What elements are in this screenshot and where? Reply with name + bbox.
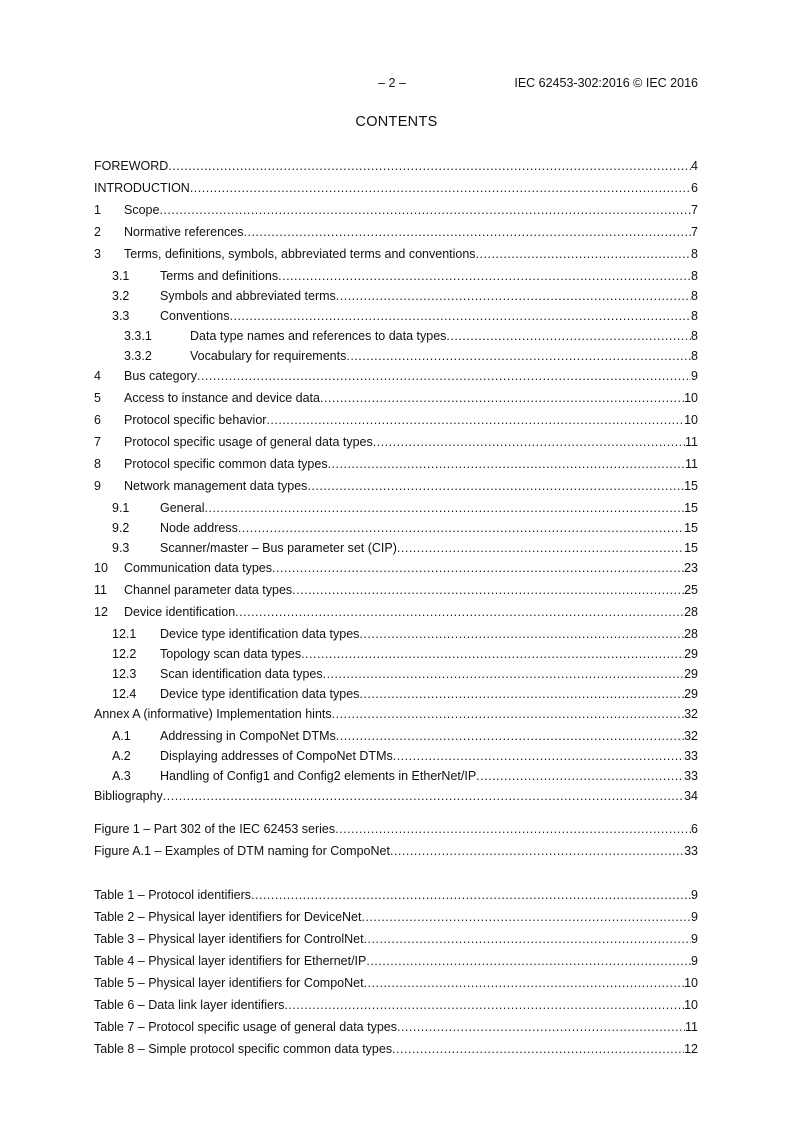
table-entry-page: 9 bbox=[691, 910, 698, 924]
toc-entry[interactable] bbox=[94, 288, 698, 304]
dot-leader bbox=[476, 246, 691, 262]
toc-entry-page: 15 bbox=[684, 521, 698, 535]
toc-entry-page: 10 bbox=[684, 391, 698, 405]
toc-entry-page: 8 bbox=[691, 349, 698, 363]
dot-leader bbox=[397, 1019, 685, 1035]
toc-entry[interactable] bbox=[94, 788, 698, 804]
toc-entry-page: 29 bbox=[684, 647, 698, 661]
toc-entry-number: A.3 bbox=[112, 769, 131, 783]
dot-leader bbox=[163, 788, 684, 804]
list-of-tables bbox=[94, 887, 698, 1063]
document-reference: IEC 62453-302:2016 © IEC 2016 bbox=[514, 76, 698, 90]
figure-entry-page: 33 bbox=[684, 844, 698, 858]
toc-entry-title: Channel parameter data types bbox=[124, 583, 293, 597]
dot-leader bbox=[336, 728, 684, 744]
dot-leader bbox=[373, 434, 685, 450]
table-entry-title: Table 1 – Protocol identifiers bbox=[94, 888, 252, 902]
toc-entry-title: Annex A (informative) Implementation hints bbox=[94, 707, 332, 721]
toc-entry-number: 3 bbox=[94, 247, 101, 261]
toc-entry-page: 15 bbox=[684, 501, 698, 515]
toc-entry-title: Bus category bbox=[124, 369, 197, 383]
toc-entry-page: 15 bbox=[684, 479, 698, 493]
dot-leader bbox=[335, 821, 691, 837]
toc-entry[interactable] bbox=[94, 626, 698, 642]
page-number: – 2 – bbox=[378, 76, 406, 90]
toc-entry-page: 6 bbox=[691, 181, 698, 195]
dot-leader bbox=[278, 268, 691, 284]
table-entry[interactable] bbox=[94, 931, 698, 947]
dot-leader bbox=[292, 582, 684, 598]
toc-entry-page: 23 bbox=[684, 561, 698, 575]
toc-entry-title: Normative references bbox=[124, 225, 244, 239]
toc-entry-title: Access to instance and device data bbox=[124, 391, 320, 405]
toc-entry-title: Network management data types bbox=[124, 479, 308, 493]
toc-entry-number: 1 bbox=[94, 203, 101, 217]
toc-entry-page: 11 bbox=[685, 435, 698, 449]
toc-entry-title: Conventions bbox=[160, 309, 230, 323]
toc-entry-number: 12 bbox=[94, 605, 108, 619]
toc-entry-title: Terms, definitions, symbols, abbreviated terms and conventions bbox=[124, 247, 476, 261]
toc-entry[interactable] bbox=[94, 348, 698, 364]
toc-entry[interactable] bbox=[94, 268, 698, 284]
table-entry[interactable] bbox=[94, 887, 698, 903]
toc-entry[interactable] bbox=[94, 456, 698, 472]
toc-entry-page: 15 bbox=[684, 541, 698, 555]
toc-entry-title: Vocabulary for requirements bbox=[190, 349, 347, 363]
figure-entry-title: Figure 1 – Part 302 of the IEC 62453 series bbox=[94, 822, 336, 836]
toc-entry-title: Data type names and references to data types bbox=[190, 329, 447, 343]
toc-entry-number: 3.3.1 bbox=[124, 329, 152, 343]
figure-entry-title: Figure A.1 – Examples of DTM naming for CompoNet bbox=[94, 844, 390, 858]
table-entry-title: Table 4 – Physical layer identifiers for Ethernet/IP bbox=[94, 954, 367, 968]
toc-entry-number: 11 bbox=[94, 583, 107, 597]
toc-entry-title: Addressing in CompoNet DTMs bbox=[160, 729, 336, 743]
toc-entry-page: 4 bbox=[691, 159, 698, 173]
toc-entry-page: 11 bbox=[685, 457, 698, 471]
table-entry[interactable] bbox=[94, 997, 698, 1013]
toc-entry[interactable] bbox=[94, 540, 698, 556]
table-entry[interactable] bbox=[94, 975, 698, 991]
toc-entry[interactable] bbox=[94, 158, 698, 174]
toc-entry-page: 25 bbox=[684, 583, 698, 597]
table-entry[interactable] bbox=[94, 1019, 698, 1035]
toc-entry-page: 32 bbox=[684, 729, 698, 743]
dot-leader bbox=[272, 560, 684, 576]
dot-leader bbox=[323, 666, 684, 682]
table-entry-title: Table 6 – Data link layer identifiers bbox=[94, 998, 285, 1012]
toc-entry-number: 6 bbox=[94, 413, 101, 427]
toc-entry-number: 12.3 bbox=[112, 667, 137, 681]
toc-entry-number: 3.3 bbox=[112, 309, 130, 323]
toc-entry-page: 32 bbox=[684, 707, 698, 721]
toc-entry[interactable] bbox=[94, 434, 698, 450]
table-entry-page: 10 bbox=[684, 998, 698, 1012]
toc-entry-title: Device type identification data types bbox=[160, 687, 360, 701]
toc-entry[interactable] bbox=[94, 368, 698, 384]
figure-entry[interactable] bbox=[94, 843, 698, 859]
toc-entry-number: 12.2 bbox=[112, 647, 137, 661]
dot-leader bbox=[251, 887, 691, 903]
toc-entry[interactable] bbox=[94, 560, 698, 576]
toc-entry-number: 8 bbox=[94, 457, 101, 471]
toc-entry-page: 9 bbox=[691, 369, 698, 383]
dot-leader bbox=[244, 224, 692, 240]
toc-entry[interactable] bbox=[94, 224, 698, 240]
table-entry-title: Table 8 – Simple protocol specific common data types bbox=[94, 1042, 393, 1056]
dot-leader bbox=[168, 158, 691, 174]
toc-entry-title: Scan identification data types bbox=[160, 667, 323, 681]
table-entry-title: Table 2 – Physical layer identifiers for DeviceNet bbox=[94, 910, 362, 924]
toc-entry-title: General bbox=[160, 501, 205, 515]
dot-leader bbox=[307, 478, 684, 494]
toc-entry-title: Communication data types bbox=[124, 561, 272, 575]
toc-entry-number: 10 bbox=[94, 561, 108, 575]
toc-entry[interactable] bbox=[94, 686, 698, 702]
dot-leader bbox=[359, 686, 684, 702]
toc-entry-page: 34 bbox=[684, 789, 698, 803]
toc-entry-title: Bibliography bbox=[94, 789, 163, 803]
toc-entry-title: Terms and definitions bbox=[160, 269, 279, 283]
toc-entry-title: Device type identification data types bbox=[160, 627, 360, 641]
toc-entry-number: 12.4 bbox=[112, 687, 137, 701]
toc-entry-number: 4 bbox=[94, 369, 101, 383]
dot-leader bbox=[446, 328, 691, 344]
toc-entry[interactable] bbox=[94, 520, 698, 536]
toc-entry-title: Node address bbox=[160, 521, 238, 535]
table-entry[interactable] bbox=[94, 909, 698, 925]
toc-entry-number: 7 bbox=[94, 435, 101, 449]
toc-entry-page: 10 bbox=[684, 413, 698, 427]
toc-entry[interactable] bbox=[94, 180, 698, 196]
dot-leader bbox=[359, 626, 684, 642]
toc-entry-page: 29 bbox=[684, 667, 698, 681]
toc-entry-page: 29 bbox=[684, 687, 698, 701]
toc-entry[interactable] bbox=[94, 706, 698, 722]
toc-entry[interactable] bbox=[94, 328, 698, 344]
dot-leader bbox=[284, 997, 684, 1013]
dot-leader bbox=[159, 202, 691, 218]
toc-entry-number: 9 bbox=[94, 479, 101, 493]
toc-entry[interactable] bbox=[94, 582, 698, 598]
dot-leader bbox=[204, 500, 684, 516]
toc-entry-title: Protocol specific behavior bbox=[124, 413, 267, 427]
figure-entry[interactable] bbox=[94, 821, 698, 837]
toc-entry-page: 7 bbox=[691, 203, 698, 217]
table-of-contents bbox=[94, 158, 698, 810]
dot-leader bbox=[361, 909, 691, 925]
toc-entry-number: 9.1 bbox=[112, 501, 130, 515]
toc-entry[interactable] bbox=[94, 390, 698, 406]
toc-entry-page: 8 bbox=[691, 289, 698, 303]
toc-entry-number: 9.2 bbox=[112, 521, 130, 535]
dot-leader bbox=[397, 540, 684, 556]
figure-entry-page: 6 bbox=[691, 822, 698, 836]
toc-entry-title: Handling of Config1 and Config2 elements in EtherNet/IP bbox=[160, 769, 477, 783]
toc-entry-title: INTRODUCTION bbox=[94, 181, 190, 195]
dot-leader bbox=[346, 348, 691, 364]
page-title: CONTENTS bbox=[355, 114, 438, 130]
dot-leader bbox=[266, 412, 684, 428]
toc-entry-number: 2 bbox=[94, 225, 101, 239]
toc-entry[interactable] bbox=[94, 604, 698, 620]
dot-leader bbox=[392, 1041, 684, 1057]
dot-leader bbox=[301, 646, 684, 662]
toc-entry-title: Device identification bbox=[124, 605, 236, 619]
toc-entry-number: 12.1 bbox=[112, 627, 137, 641]
dot-leader bbox=[332, 706, 684, 722]
toc-entry-page: 33 bbox=[684, 769, 698, 783]
table-entry-title: Table 3 – Physical layer identifiers for ControlNet bbox=[94, 932, 364, 946]
toc-entry[interactable] bbox=[94, 412, 698, 428]
toc-entry-number: 5 bbox=[94, 391, 101, 405]
page-header bbox=[94, 76, 698, 92]
dot-leader bbox=[328, 456, 685, 472]
toc-entry-number: 3.2 bbox=[112, 289, 130, 303]
toc-entry-title: Protocol specific common data types bbox=[124, 457, 328, 471]
toc-entry-page: 8 bbox=[691, 309, 698, 323]
toc-entry[interactable] bbox=[94, 748, 698, 764]
dot-leader bbox=[336, 288, 691, 304]
table-entry-page: 12 bbox=[684, 1042, 698, 1056]
toc-entry-number: A.1 bbox=[112, 729, 131, 743]
toc-entry-page: 33 bbox=[684, 749, 698, 763]
toc-entry[interactable] bbox=[94, 646, 698, 662]
toc-entry[interactable] bbox=[94, 478, 698, 494]
toc-entry[interactable] bbox=[94, 500, 698, 516]
dot-leader bbox=[390, 843, 684, 859]
toc-entry-page: 28 bbox=[684, 605, 698, 619]
dot-leader bbox=[320, 390, 684, 406]
dot-leader bbox=[366, 953, 691, 969]
toc-entry-number: 3.3.2 bbox=[124, 349, 152, 363]
dot-leader bbox=[235, 604, 684, 620]
list-of-figures bbox=[94, 821, 698, 865]
table-entry[interactable] bbox=[94, 953, 698, 969]
table-entry-page: 9 bbox=[691, 888, 698, 902]
toc-entry-number: A.2 bbox=[112, 749, 131, 763]
toc-entry[interactable] bbox=[94, 202, 698, 218]
toc-entry[interactable] bbox=[94, 666, 698, 682]
toc-entry-page: 8 bbox=[691, 329, 698, 343]
toc-entry[interactable] bbox=[94, 246, 698, 262]
toc-entry-title: Scanner/master – Bus parameter set (CIP) bbox=[160, 541, 397, 555]
table-entry[interactable] bbox=[94, 1041, 698, 1057]
toc-entry-page: 28 bbox=[684, 627, 698, 641]
dot-leader bbox=[238, 520, 684, 536]
dot-leader bbox=[230, 308, 692, 324]
toc-entry-page: 8 bbox=[691, 247, 698, 261]
toc-entry-number: 9.3 bbox=[112, 541, 130, 555]
table-entry-page: 9 bbox=[691, 954, 698, 968]
table-entry-title: Table 7 – Protocol specific usage of general data types bbox=[94, 1020, 397, 1034]
dot-leader bbox=[476, 768, 684, 784]
table-entry-page: 9 bbox=[691, 932, 698, 946]
toc-entry-title: FOREWORD bbox=[94, 159, 169, 173]
toc-entry-title: Protocol specific usage of general data types bbox=[124, 435, 373, 449]
toc-entry-title: Topology scan data types bbox=[160, 647, 302, 661]
dot-leader bbox=[197, 368, 691, 384]
dot-leader bbox=[364, 975, 685, 991]
toc-entry-page: 8 bbox=[691, 269, 698, 283]
toc-entry[interactable] bbox=[94, 768, 698, 784]
toc-entry-title: Symbols and abbreviated terms bbox=[160, 289, 336, 303]
dot-leader bbox=[190, 180, 691, 196]
table-entry-title: Table 5 – Physical layer identifiers for CompoNet bbox=[94, 976, 364, 990]
toc-entry[interactable] bbox=[94, 308, 698, 324]
dot-leader bbox=[393, 748, 684, 764]
toc-entry-title: Displaying addresses of CompoNet DTMs bbox=[160, 749, 393, 763]
toc-entry[interactable] bbox=[94, 728, 698, 744]
dot-leader bbox=[364, 931, 691, 947]
table-entry-page: 10 bbox=[684, 976, 698, 990]
toc-entry-number: 3.1 bbox=[112, 269, 130, 283]
table-entry-page: 11 bbox=[685, 1020, 698, 1034]
toc-entry-title: Scope bbox=[124, 203, 160, 217]
toc-entry-page: 7 bbox=[691, 225, 698, 239]
